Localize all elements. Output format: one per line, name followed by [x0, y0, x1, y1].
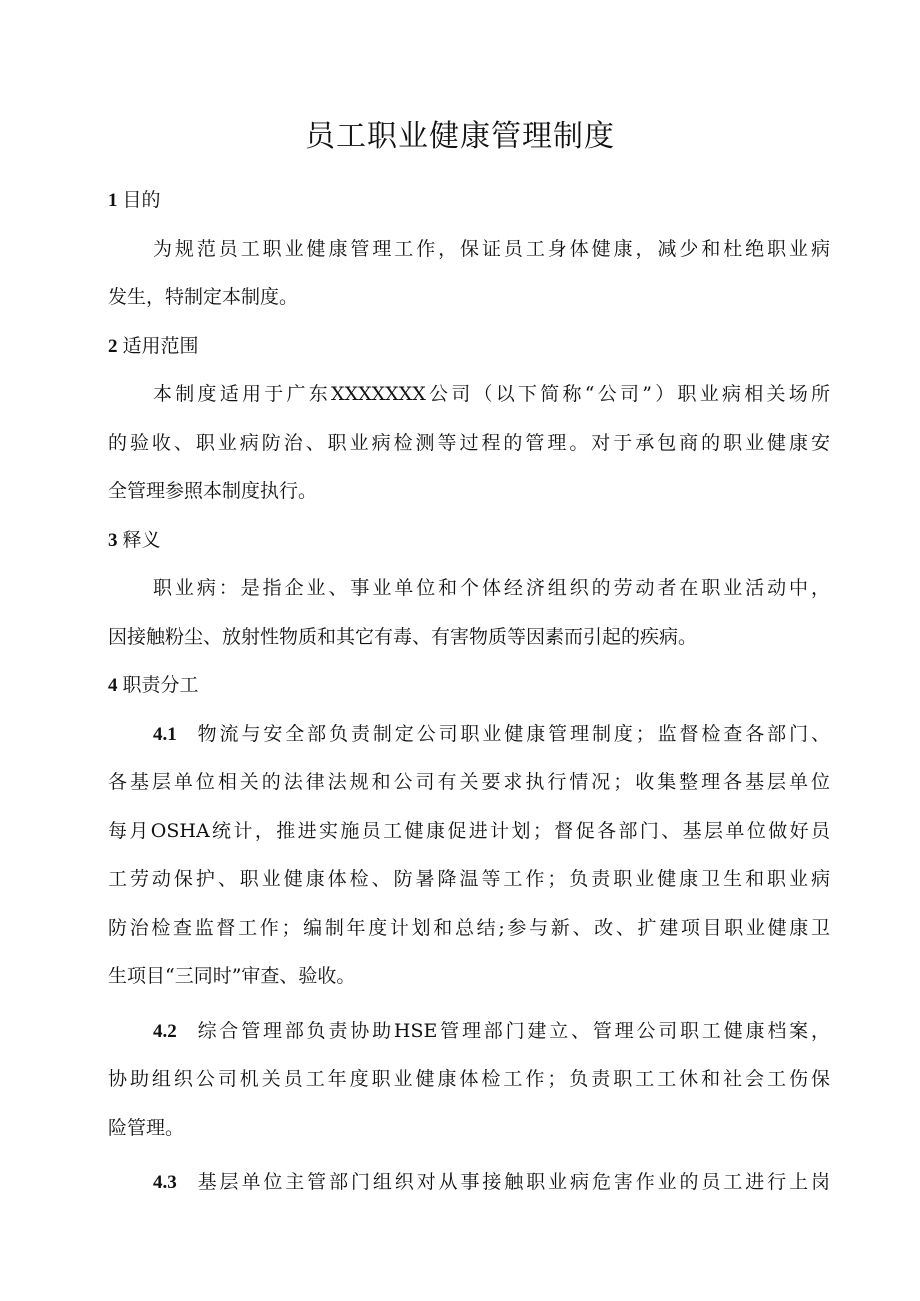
- document-title: 员工职业健康管理制度: [305, 119, 615, 154]
- clause-line: [108, 1007, 830, 1056]
- section-heading-1: [108, 176, 830, 225]
- paragraph-line: 防治检查监督工作；编制年度计划和总结;参与新、改、扩建项目职业健康卫: [108, 916, 830, 939]
- section-number: 4: [108, 675, 118, 696]
- paragraph-line: 各基层单位相关的法律法规和公司有关要求执行情况；收集整理各基层单位: [108, 771, 830, 793]
- paragraph-line: 的验收、职业病防治、职业病检测等过程的管理。对于承包商的职业健康安: [108, 431, 830, 454]
- paragraph-line: 每月OSHA统计，推进实施员工健康促进计划；督促各部门、基层单位做好员: [108, 819, 830, 842]
- clause-text: 基层单位主管部门组织对从事接触职业病危害作业的员工进行上岗: [194, 1171, 830, 1193]
- clause-text: 物流与安全部负责制定公司职业健康管理制度；监督检查各部门、: [194, 722, 830, 745]
- section-number: 2: [108, 335, 118, 357]
- document-body: [108, 176, 830, 1207]
- paragraph-line: 全管理参照本制度执行。: [108, 480, 318, 502]
- clause-line: [108, 1158, 830, 1207]
- clause-number: 4.1: [153, 723, 177, 745]
- paragraph-line: 职业病：是指企业、事业单位和个体经济组织的劳动者在职业活动中，: [153, 577, 830, 599]
- clause-number: 4.2: [153, 1020, 177, 1042]
- paragraph-line: 发生，特制定本制度。: [108, 286, 299, 308]
- section-heading-3: [108, 516, 830, 565]
- section-title: 职责分工: [122, 674, 199, 696]
- clause-text: 综合管理部负责协助HSE管理部门建立、管理公司职工健康档案，: [194, 1019, 830, 1042]
- paragraph-line: 为规范员工职业健康管理工作，保证员工身体健康，减少和杜绝职业病: [153, 237, 830, 260]
- paragraph-line: 工劳动保护、职业健康体检、防暑降温等工作；负责职业健康卫生和职业病: [108, 868, 830, 890]
- section-title: 适用范围: [122, 334, 199, 357]
- section-title: 目的: [122, 189, 161, 211]
- clause-number: 4.3: [153, 1172, 177, 1193]
- section-number: 3: [108, 529, 118, 551]
- paragraph-line: 本制度适用于广东XXXXXXX公司（以下简称“公司”）职业病相关场所: [153, 383, 830, 405]
- section-title: 释义: [122, 528, 161, 551]
- section-heading-4: [108, 661, 830, 710]
- paragraph-line: 生项目“三同时”审查、验收。: [108, 965, 356, 987]
- section-heading-2: [108, 322, 830, 371]
- section-number: 1: [108, 190, 118, 211]
- paragraph-line: 协助组织公司机关员工年度职业健康体检工作；负责职工工休和社会工伤保: [108, 1068, 830, 1090]
- clause-line: [108, 710, 830, 759]
- paragraph-line: 因接触粉尘、放射性物质和其它有毒、有害物质等因素而引起的疾病。: [108, 625, 698, 648]
- paragraph-line: 险管理。: [108, 1116, 185, 1139]
